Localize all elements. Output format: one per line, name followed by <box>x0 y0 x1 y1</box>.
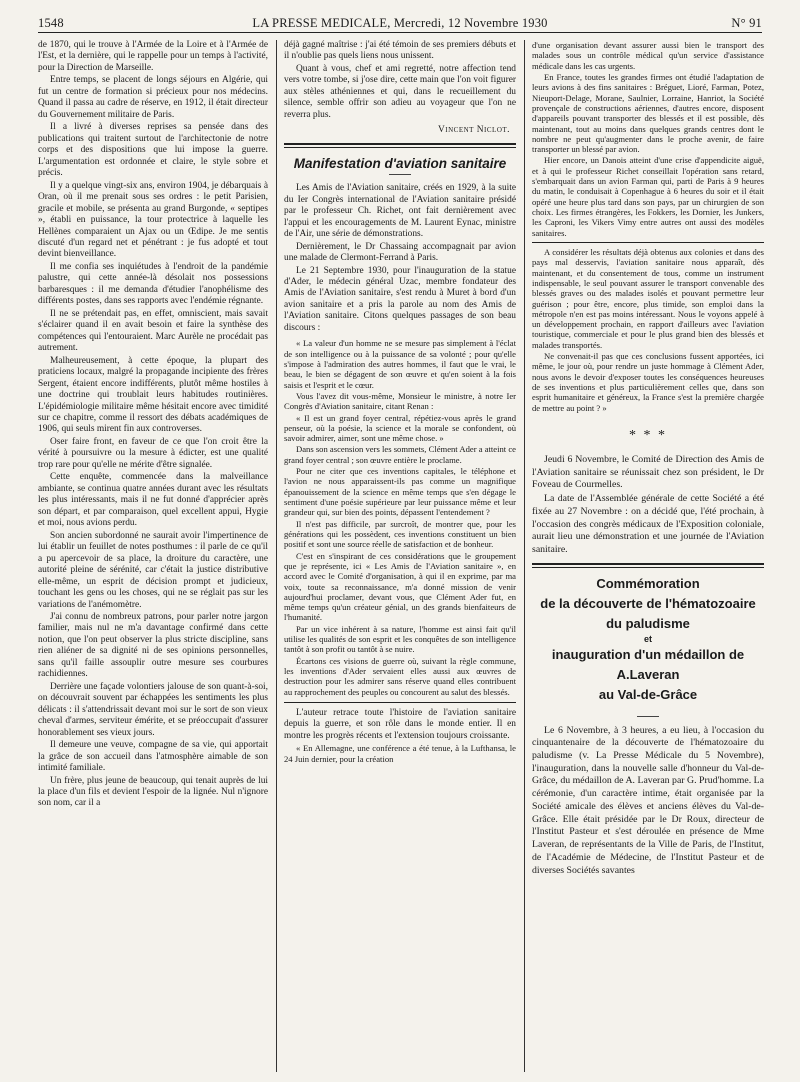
paragraph: de 1870, qui le trouve à l'Armée de la Loire et à l'Armée de l'Est, et la dernière, qui le rappelle pour un temps à l'activité, pour la Direction de Marseille. <box>38 40 268 73</box>
title-underline <box>389 174 411 175</box>
paragraph: Dernièrement, le Dr Chassaing accompagnait par avion une malade de Clermont-Ferrand à Paris. <box>284 241 516 264</box>
paragraph: L'auteur retrace toute l'histoire de l'aviation sanitaire depuis la guerre, et son rôle dans le monde entier. Il en montre les progrès récents et l'extension toujours croissante. <box>284 707 516 741</box>
section-title <box>532 574 764 706</box>
paragraph: d'une organisation devant assurer aussi bien le transport des malades sous un contrôle médical qu'un service d'assistance médicale dans les cas urgents. <box>532 40 764 71</box>
quote-paragraph: « La valeur d'un homme ne se mesure pas simplement à l'éclat de son intelligence ou à la puissance de sa volonté ; pour qu'elle s'impose à l'admiration des autres hommes, il faut que le vrai, le beau, le bien se dégagent de son œuvre et qu'en soient à la fois saisis et l'esprit et le cœur. <box>284 338 516 390</box>
paragraph: Il a livré à diverses reprises sa pensée dans des publications qui traitent surtout de l'architectonie de notre corps et des dispositions que lui impose la guerre. L'argumentation est ordonnée et claire, le style sobre et précis. <box>38 122 268 179</box>
paragraph: Un frère, plus jeune de beaucoup, qui tenait auprès de lui la place d'un fils et devient l'espoir de la lignée. Nul n'ignore son nom, car il a <box>38 775 268 809</box>
title-underline <box>637 716 659 717</box>
section-rule <box>532 567 764 568</box>
paragraph: Son ancien subordonné ne saurait avoir l'impertinence de lui établir un feuillet de notes posthumes : il parle de ce qu'il a pu apercevoir de sa place, la droiture du caractère, une autorité pleine de sérénité, car c'était la justice distributive elle-même, un esprit de décision prompt et judicieux, touchant les gens ou les choses, qui ne se réglait pas sur les variations de l'anémomètre. <box>38 530 268 610</box>
quote-paragraph: « En Allemagne, une conférence a été tenue, à la Lufthansa, le 24 Juin dernier, pour la création <box>284 743 516 764</box>
paragraph: Il demeure une veuve, compagne de sa vie, qui apportait la grâce de son accueil dans l'atmosphère aimable de son intimité familiale. <box>38 740 268 774</box>
column-divider <box>276 40 277 1072</box>
title-line: inauguration d'un médaillon de A.Laveran <box>551 647 745 683</box>
paragraph: A considérer les résultats déjà obtenus aux colonies et dans des pays mal desservis, l'aviation sanitaire nous apparaît, dès maintenant, et du consentement de tous, comme un instrument indispensable, le seul pouvant assurer le transport convenable des blessés graves ou des malades isolés et pouvant permettre leur guérison ; pour être, encore, plus timide, son emploi dans la métropole n'en est pas moins intéressant. Nous le voyons appelé à un développement prochain, en rapport d'ailleurs avec l'aviation touristique, commerciale et pour le plus grand bien des blessés et malades transportés. <box>532 246 764 350</box>
paragraph: déjà gagné maîtrise : j'ai été témoin de ses premiers débuts et il n'oublie pas quels liens nous unissent. <box>284 40 516 62</box>
title-line: du paludisme <box>606 616 690 632</box>
paragraph: Quant à vous, chef et ami regretté, notre affection tend vers votre tombe, si j'ose dire, cette main que l'on voit figurer aux stèles athéniennes et qui, dans le recueillement du silence, semble offrir son adieu au voyageur que l'on ne reverra plus. <box>284 63 516 120</box>
paragraph: La date de l'Assemblée générale de cette Société a été fixée au 27 Novembre : on a décidé que, l'été prochain, à l'occasion des congrès médicaux de l'Exposition coloniale, aurait lieu une démonstration et une journée de l'Aviation sanitaire. <box>532 493 764 556</box>
paragraph: Oser faire front, en faveur de ce que l'on croit être la vérité à poursuivre ou la mesure à édicter, est une qualité trop rare pour qu'elle ne mérite d'être signalée. <box>38 436 268 470</box>
quote-paragraph: Écartons ces visions de guerre où, suivant la règle commune, les inventions d'Ader servaient elles aussi aux œuvres de destruction pour les admirer sans réserve quand elles contribuent au rapprochement des peuples ou concourent au salut des blessés. <box>284 655 516 697</box>
page-number: 1548 <box>38 16 64 30</box>
quote-paragraph: C'est en s'inspirant de ces considérations que le groupement que je représente, ici « Les Amis de l'Aviation sanitaire », en accord avec le Comité d'organisation, à qui il en exprime, par ma voix, toute sa reconnaissance, m'a donné mission de venir aujourd'hui proclamer, devant vous, que Clément Ader fut, en même temps qu'un créateur génial, un des grands bienfaiteurs de l'humanité. <box>284 550 516 623</box>
quote-paragraph: Par un vice inhérent à sa nature, l'homme est ainsi fait qu'il utilise les qualités de son esprit et les conquêtes de son intelligence tantôt à son profit ou tantôt à se nuire. <box>284 623 516 655</box>
section-rule <box>284 143 516 145</box>
paragraph: Il ne se prétendait pas, en effet, omniscient, mais savait s'éclairer quand il en avait besoin et faire la synthèse des compétences qui l'entouraient. Marc Aurèle ne procédait pas autrement. <box>38 308 268 354</box>
journal-title: LA PRESSE MEDICALE, Mercredi, 12 Novembre 1930 <box>252 16 548 30</box>
column-3 <box>532 40 764 1074</box>
section-rule <box>284 147 516 148</box>
quote-paragraph: « Il est un grand foyer central, répétiez-vous après le grand penseur, où la poésie, la science et la morale se confondent, où savoir admirer, aimer, sont une même chose. » <box>284 412 516 444</box>
column-divider <box>524 40 525 1072</box>
page-header <box>38 14 762 34</box>
header-rule <box>38 32 762 33</box>
title-line: au Val-de-Grâce <box>598 687 698 703</box>
paragraph: Ne convenait-il pas que ces conclusions fussent apportées, ici même, le jour où, pour rendre un juste hommage à Clément Ader, nous avons le devoir d'exposer toutes les conséquences heureuses de ses inventions et plus particulièrement celles que, dans son esprit humanitaire et généreux, la France s'est la première chargée de mettre au point ? » <box>532 351 764 413</box>
section-rule <box>532 563 764 565</box>
paragraph: Le 21 Septembre 1930, pour l'inauguration de la statue d'Ader, le médecin général Uzac, membre fondateur des Amis de l'Aviation sanitaire, s'est rendu à Muret à bord d'un avion sanitaire et a pris la parole au nom des Amis de l'Aviation sanitaire. Citons quelques passages de son beau discours : <box>284 265 516 333</box>
paragraph: Les Amis de l'Aviation sanitaire, créés en 1929, à la suite du Ier Congrès international de l'Aviation sanitaire présidé par le professeur Ch. Richet, ont fait dernièrement avec l'appui et les encouragements de M. Laurent Eynac, ministre de l'Air, une série de démonstrations. <box>284 183 516 240</box>
paragraph: J'ai connu de nombreux patrons, pour parler notre jargon familier, mais nul ne m'a davantage confirmé dans cette notion, que l'on peut observer la plus stricte discipline, sans rien aliéner de sa dignité ni de ses opinions personnelles, sans qu'il faille assouplir outre mesure ses courbures rachidiennes. <box>38 611 268 680</box>
paragraph: Le 6 Novembre, à 3 heures, a eu lieu, à l'occasion du cinquantenaire de la découverte de l'hématozoaire du paludisme (v. La Presse Médicale du 5 Novembre), l'inauguration, dans la nouvelle salle d'honneur du Val-de-Grâce, du médaillon de A. Laveran par G. Prud'homme. La cérémonie, d'un caractère intime, était organisée par la Société amicale des élèves et anciens élèves du Val-de-Grâce. Elle était présidée par le Dr Roux, directeur de l'Institut Pasteur et s'est déroulée en présence de Mme Laveran, de représentants de la Ville de Paris, de l'Institut, de l'Académie de Médecine, de l'Institut Pasteur et de diverses Sociétés savantes <box>532 724 764 876</box>
quote-paragraph: Vous l'avez dit vous-même, Monsieur le ministre, à notre Ier Congrès d'Aviation sanitaire, citant Renan : <box>284 390 516 412</box>
paragraph: Malheureusement, à cette époque, la plupart des praticiens locaux, malgré la propagande incipiente des frères Sergent, étaient encore indifférents, plutôt même hostiles à une doctrine qui troublait leurs habitudes routinières. L'épidémiologie militaire même hésitait encore avec timidité sur ce chapitre, comme il ressort des débats académiques de 1906, qui seuls mirent fin aux controverses. <box>38 355 268 435</box>
paragraph: En France, toutes les grandes firmes ont étudié l'adaptation de leurs avions à des fins sanitaires : Bréguet, Lioré, Farman, Potez, Nieuport-Delage, Morane, Saulnier, Lorraine, Hanriot, la Société provençale de constructions aériennes, d'autres encore, disposent d'appareils pouvant transporter des blessés et il est possible, dès maintenant, tout au moins dans quelques grands centres dont le nombre ne peut qu'augmenter dans le proche avenir, de faire transporter un blessé par avion. <box>532 71 764 155</box>
paragraph: Derrière une façade volontiers jalouse de son quant-à-soi, on découvrait souvent par échappées les sentiments les plus délicats : il s'attendrissait devant moi sur le sort de son vieux cheval d'armes, serviteur émérite, et se préoccupait d'assurer honorablement ses vieux jours. <box>38 681 268 738</box>
issue-number: N° 91 <box>731 16 762 30</box>
column-2 <box>284 40 516 1074</box>
paragraph: Il y a quelque vingt-six ans, environ 1904, je débarquais à Oran, où il me prenait sous ses ordres : le petit Parisien, gracile et mobile, se présenta au grand Burgonde, « septipes », établi en puissance, la tour protectrice à laquelle les Hellènes comparaient un Ajax ou un Œdipe. Je me sentis discuté d'un regard net et pénétrant : je fus adopté et tout devint bienveillance. <box>38 180 268 260</box>
paragraph: Cette enquête, commencée dans la malveillance ambiante, se continua quatre années durant avec les résultats les plus intéressants, mais il ne fut donné d'apprécier après son départ, et par comparaison, quel excellent appui, Hygie et moi, nous avions perdu. <box>38 472 268 529</box>
quote-paragraph: Il n'est pas difficile, par surcroît, de montrer que, pour les générations qui les possèdent, ces inventions constituent un bien positif et sont une source réelle de satisfaction et de bonheur. <box>284 518 516 550</box>
separator-rule <box>284 702 516 703</box>
separator-rule <box>532 242 764 243</box>
section-title: Manifestation d'aviation sanitaire <box>293 155 507 171</box>
column-1 <box>38 40 268 1074</box>
paragraph: Jeudi 6 Novembre, le Comité de Direction des Amis de l'Aviation sanitaire se réunissait chez son président, le Dr Foveau de Courmelles. <box>532 454 764 491</box>
title-line: Commémoration <box>596 575 700 591</box>
title-conjunction: et <box>643 634 652 645</box>
author-signature: Vincent Niclot. <box>438 125 510 136</box>
quote-paragraph: Pour ne citer que ces inventions capitales, le téléphone et l'avion ne nous apparaissent-ils pas comme un magnifique épanouissement de la science en même temps que s'en dégage le sentiment d'une poésie supérieure par leur puissance même et leur grandeur qui, sur bien des points, dépassent l'entendement ? <box>284 466 516 518</box>
paragraph: Hier encore, un Danois atteint d'une crise d'appendicite aiguë, et à qui le professeur Richet conseillait l'opération sans retard, s'embarquait dans un avion Farman qui, parti de Paris à 9 heures du matin, le conduisait à Copenhague à 6 heures du soir et il était opéré une heure plus tard dans son pays, par un chirurgien de son choix. Les firmes étrangères, les Fokkers, les Dornier, les Junkers, les Caproni, les Vikers Vimy entre autres ont aussi des modèles sanitaires. <box>532 155 764 238</box>
paragraph: Il me confia ses inquiétudes à l'endroit de la pandémie palustre, qui cette année-là désolait nos possessions barbaresques : il me demanda d'étudier l'anophélisme des différents postes, dans ses rapports avec l'endémie régnante. <box>38 261 268 307</box>
paragraph: Entre temps, se placent de longs séjours en Algérie, qui fut un centre de formation si précieux pour nos médecins. Quand il passa au cadre de réserve, en 1912, il était directeur du Gouvernement militaire de Paris. <box>38 75 268 120</box>
quote-paragraph: Dans son ascension vers les sommets, Clément Ader a atteint ce grand foyer central ; son œuvre entière le proclame. <box>284 444 516 465</box>
title-line: de la découverte de l'hématozoaire <box>540 596 756 612</box>
asterism: * * * <box>629 427 667 443</box>
